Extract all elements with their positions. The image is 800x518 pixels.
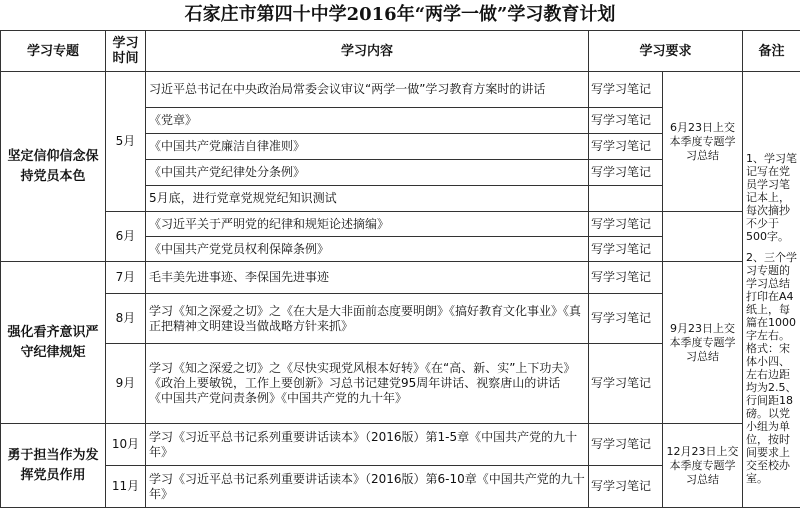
content-cell: 《党章》 — [146, 108, 589, 134]
month-cell: 6月 — [106, 212, 146, 262]
summary-cell: 6月23日上交本季度专题学习总结 — [663, 72, 743, 212]
header-content: 学习内容 — [146, 31, 589, 72]
content-cell: 学习《知之深爱之切》之《在大是大非面前态度要明朗》《搞好教育文化事业》《真正把精神文明建设当做战略方针来抓》 — [146, 294, 589, 344]
requirement-cell — [589, 186, 663, 212]
requirement-cell: 写学习笔记 — [589, 212, 663, 237]
month-cell: 11月 — [106, 466, 146, 508]
requirement-cell: 写学习笔记 — [589, 262, 663, 294]
requirement-cell: 写学习笔记 — [589, 134, 663, 160]
table-row — [1, 262, 800, 294]
content-cell: 《中国共产党党员权利保障条例》 — [146, 237, 589, 262]
month-cell: 7月 — [106, 262, 146, 294]
requirement-cell: 写学习笔记 — [589, 294, 663, 344]
content-cell: 毛丰美先进事迹、李保国先进事迹 — [146, 262, 589, 294]
month-cell: 5月 — [106, 72, 146, 212]
header-row — [1, 31, 800, 72]
content-cell: 《中国共产党廉洁自律准则》 — [146, 134, 589, 160]
month-cell: 10月 — [106, 424, 146, 466]
month-cell: 9月 — [106, 344, 146, 424]
content-cell: 学习《知之深爱之切》之《尽快实现党风根本好转》《在“高、新、实”上下功夫》《政治上要敏锐，工作上要创新》习总书记建党95周年讲话、视察唐山的讲话 《中国共产党问责条例》《中国共产党的九十年》 — [146, 344, 589, 424]
header-topic: 学习专题 — [1, 31, 106, 72]
topic-cell: 勇于担当作为发挥党员作用 — [1, 424, 106, 508]
month-cell: 8月 — [106, 294, 146, 344]
page-title: 石家庄市第四十中学2016年“两学一做”学习教育计划 — [184, 4, 616, 25]
note-item: 1、学习笔记写在党员学习笔记本上，每次摘抄不少于500字。 — [746, 152, 798, 243]
requirement-cell: 写学习笔记 — [589, 237, 663, 262]
content-cell: 学习《习近平总书记系列重要讲话读本》（2016版）第6-10章《中国共产党的九十年》 — [146, 466, 589, 508]
summary-cell-empty — [663, 212, 743, 262]
notes-cell — [743, 72, 800, 508]
note-item: 2、三个学习专题的学习总结打印在A4纸上，每篇在1000字左右。格式：宋体小四、左右边距均为2.5、行间距18磅。以党小组为单位，按时间要求上交至校办室。 — [746, 251, 798, 485]
requirement-cell: 写学习笔记 — [589, 108, 663, 134]
summary-cell: 9月23日上交本季度专题学习总结 — [663, 262, 743, 424]
topic-cell: 坚定信仰信念保持党员本色 — [1, 72, 106, 262]
requirement-cell: 写学习笔记 — [589, 72, 663, 108]
header-time: 学习时间 — [106, 31, 146, 72]
header-notes: 备注 — [743, 31, 800, 72]
requirement-cell: 写学习笔记 — [589, 160, 663, 186]
table-row — [1, 72, 800, 108]
content-cell: 《习近平关于严明党的纪律和规矩论述摘编》 — [146, 212, 589, 237]
topic-cell: 强化看齐意识严守纪律规矩 — [1, 262, 106, 424]
requirement-cell: 写学习笔记 — [589, 344, 663, 424]
table-row — [1, 424, 800, 466]
requirement-cell: 写学习笔记 — [589, 466, 663, 508]
summary-cell: 12月23日上交本季度专题学习总结 — [663, 424, 743, 508]
content-cell: 学习《习近平总书记系列重要讲话读本》（2016版）第1-5章《中国共产党的九十年》 — [146, 424, 589, 466]
study-plan-table — [0, 30, 800, 508]
content-cell: 5月底，进行党章党规党纪知识测试 — [146, 186, 589, 212]
requirement-cell: 写学习笔记 — [589, 424, 663, 466]
content-cell: 《中国共产党纪律处分条例》 — [146, 160, 589, 186]
table-row — [1, 212, 800, 237]
content-cell: 习近平总书记在中央政治局常委会议审议“两学一做”学习教育方案时的讲话 — [146, 72, 589, 108]
header-requirement: 学习要求 — [589, 31, 743, 72]
